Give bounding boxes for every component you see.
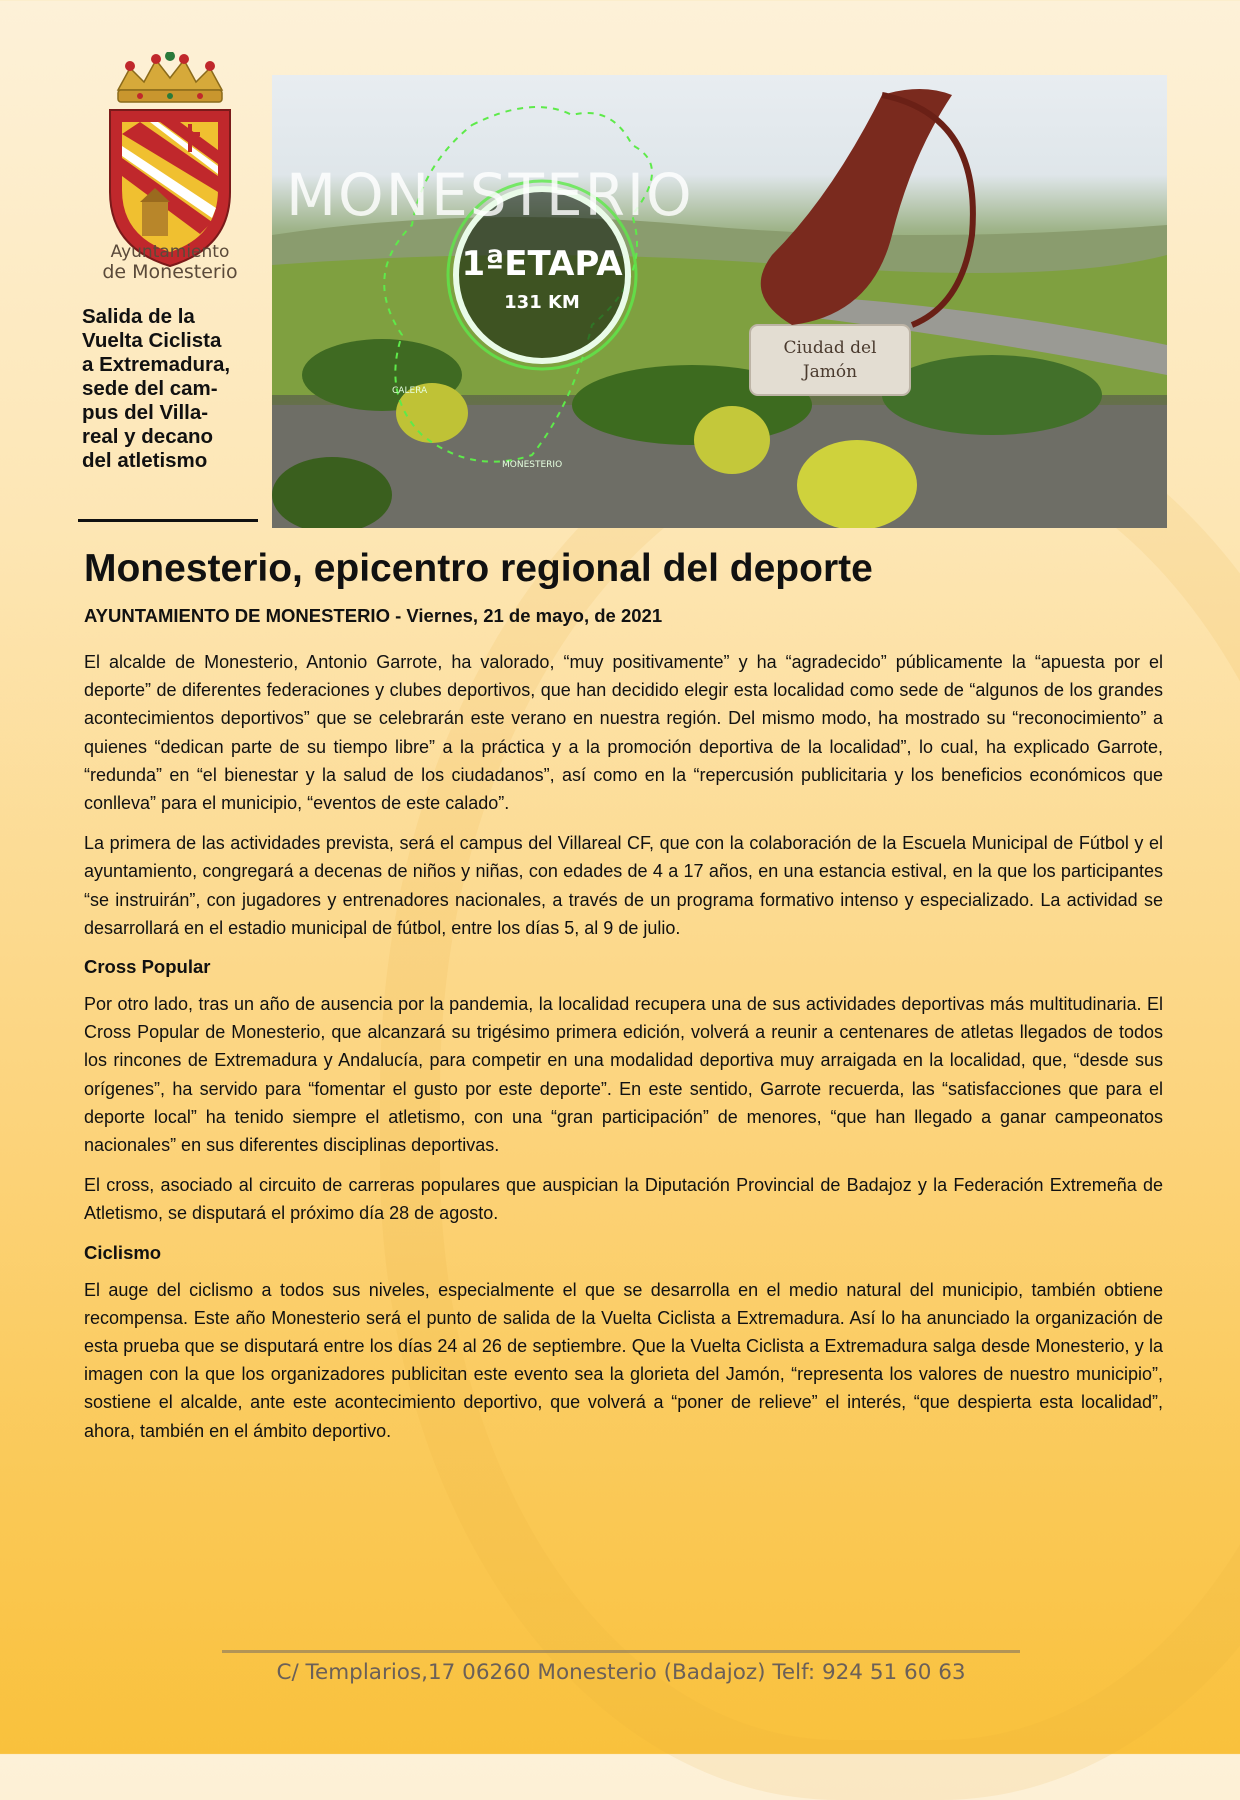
- footer-divider: [222, 1650, 1020, 1653]
- yellow-bush: [797, 440, 917, 528]
- paragraph-ciclismo: El auge del ciclismo a todos sus niveles, especialmente el que se desarrolla en el medio natural del municipio, también obtiene recompensa. Este año Monesterio será el punto de salida de la Vuelta Ciclista a Extremadura. Así lo ha anunciado la organización de esta prueba que se disputará entre los días 24 al 26 de septiembre. Que la Vuelta Ciclista a Extremadura salga desde Monesterio, y la imagen con la que los organizadores publicitan este evento sea la glorieta del Jamón, “representa los valores de nuestro municipio”, sostiene el alcalde, ante este acontecimiento deportivo, que volverá a “poner de relieve” el interés, “que despierta esta localidad”, ahora, también en el ámbito deportivo.: [84, 1279, 1163, 1441]
- sidebar-divider: [78, 519, 258, 522]
- hero-illustration: [272, 75, 1167, 528]
- sign-line2: Jamón: [802, 362, 858, 382]
- sign-line1: Ciudad del: [783, 338, 877, 358]
- article-body: [84, 648, 1163, 1457]
- monument-base: [750, 325, 910, 395]
- crest-caption-line1: Ayuntamiento: [110, 242, 230, 262]
- crest-caption: [90, 242, 250, 282]
- yellow-bush: [694, 406, 770, 474]
- article-byline: AYUNTAMIENTO DE MONESTERIO - Viernes, 21 de mayo, de 2021: [84, 605, 663, 626]
- hero-image: [272, 75, 1167, 528]
- section-heading-ciclismo: Ciclismo: [84, 1241, 162, 1263]
- overlay-title: MONESTERIO: [286, 161, 694, 229]
- distance-label: 131 KM: [504, 292, 580, 313]
- section-heading-cross: Cross Popular: [84, 956, 211, 978]
- footer-address: C/ Templarios,17 06260 Monesterio (Badajoz) Telf: 924 51 60 63: [276, 1660, 966, 1685]
- hedge: [882, 355, 1102, 435]
- sidebar-teaser: Salida de la Vuelta Ciclista a Extremadura, sede del cam- pus del Villa- real y decano del atletismo: [82, 305, 231, 472]
- crest-caption-line2: de Monesterio: [102, 261, 238, 283]
- stage-label: 1ªETAPA: [461, 244, 623, 284]
- paragraph-campus: La primera de las actividades prevista, será el campus del Villareal CF, que con la colaboración de la Escuela Municipal de Fútbol y el ayuntamiento, congregará a decenas de niños y niñas, con edades de 4 a 17 años, en una estancia estival, en la que los participantes “se instruirán”, con jugadores y entrenadores nacionales, a través de un programa formativo intenso y especializado. La actividad se desarrollará en el estadio municipal de fútbol, entre los días 5, al 9 de julio.: [84, 833, 1163, 938]
- paragraph-intro: El alcalde de Monesterio, Antonio Garrote, ha valorado, “muy positivamente” y ha “agradecido” públicamente la “apuesta por el deporte” de diferentes federaciones y clubes deportivos, que han decidido elegir esta localidad como sede de “algunos de los grandes acontecimientos deportivos” que se celebrarán este verano en nuestra región. Del mismo modo, ha mostrado su “reconocimiento” a quienes “dedican parte de su tiempo libre” a la práctica y a la promoción deportiva de la localidad”, lo cual, ha explicado Garrote, “redunda” en “el bienestar y la salud de los ciudadanos”, así como en la “repercusión publicitaria y los beneficios económicos que conlleva” para el municipio, “eventos de este calado”.: [84, 652, 1163, 814]
- map-label-left: CALERA: [392, 386, 428, 396]
- map-label-bottom: MONESTERIO: [502, 460, 563, 470]
- paragraph-cross-date: El cross, asociado al circuito de carreras populares que auspician la Diputación Provincial de Badajoz y la Federación Extremeña de Atletismo, se disputará el próximo día 28 de agosto.: [84, 1175, 1163, 1224]
- paragraph-cross: Por otro lado, tras un año de ausencia por la pandemia, la localidad recupera una de sus actividades deportivas más multitudinaria. El Cross Popular de Monesterio, que alcanzará su trigésimo primera edición, volverá a reunir a centenares de atletas llegados de todos los rincones de Extremadura y Andalucía, para competir en una modalidad deportiva muy arraigada en la localidad, que, “desde sus orígenes”, ha servido para “fomentar el gusto por este deporte”. En este sentido, Garrote recuerda, las “satisfacciones que para el deporte local” ha tenido siempre el atletismo, con una “gran participación” de menores, “que han llegado a ganar campeonatos nacionales” en sus diferentes disciplinas deportivas.: [84, 994, 1163, 1156]
- article-headline: Monesterio, epicentro regional del deporte: [84, 547, 873, 590]
- crown-icon: [118, 52, 222, 102]
